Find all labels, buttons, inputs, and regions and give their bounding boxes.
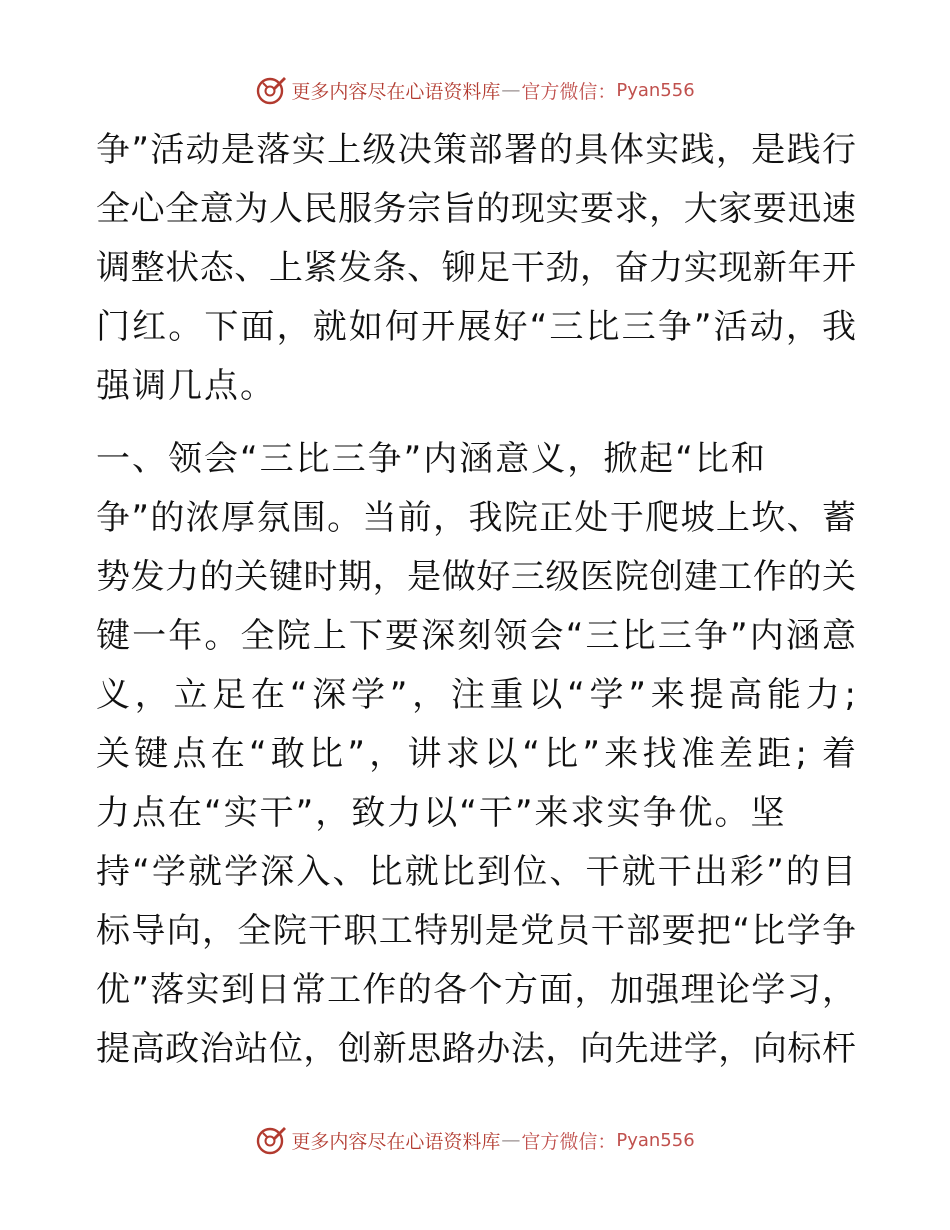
watermark-sub-text: 官方微信：	[521, 1130, 617, 1153]
header-watermark	[0, 70, 950, 110]
pen-logo-icon	[255, 74, 287, 106]
watermark-dash: —	[501, 79, 521, 101]
watermark-main-text: 更多内容尽在心语资料库	[291, 1130, 501, 1153]
text-line: 提高政治站位，创新思路办法，向先进学，向标杆	[96, 1029, 856, 1069]
text-line: 关键点在“敢比”，讲求以“比”来找准差距; 着	[96, 734, 856, 774]
watermark-wechat-id: Pyan556	[616, 79, 695, 101]
text-line: 键一年。全院上下要深刻领会“三比三争”内涵意	[96, 616, 856, 656]
section-heading-line: 一、领会“三比三争”内涵意义，掀起“比和	[96, 439, 767, 479]
text-line: 标导向，全院干职工特别是党员干部要把“比学争	[96, 911, 856, 951]
text-line: 争”活动是落实上级决策部署的具体实践，是践行	[96, 130, 856, 170]
text-line: 门红。下面，就如何开展好“三比三争”活动，我	[96, 307, 856, 347]
text-line: 持“学就学深入、比就比到位、干就干出彩”的目	[96, 852, 856, 892]
text-line: 调整状态、上紧发条、铆足干劲，奋力实现新年开	[96, 248, 856, 288]
text-line: 全心全意为人民服务宗旨的现实要求，大家要迅速	[96, 189, 856, 229]
paragraph-gap	[96, 416, 856, 430]
watermark-dash: —	[501, 1129, 521, 1151]
document-body	[96, 121, 856, 1079]
paragraph-1	[96, 121, 856, 416]
text-line: 义，立足在“深学”，注重以“学”来提高能力;	[96, 675, 856, 715]
text-line: 强调几点。	[96, 366, 276, 406]
paragraph-2	[96, 430, 856, 1079]
watermark-main-text: 更多内容尽在心语资料库	[291, 80, 501, 103]
watermark-wechat-id: Pyan556	[616, 1129, 695, 1151]
text-line: 力点在“实干”，致力以“干”来求实争优。坚	[96, 793, 787, 833]
text-line: 争”的浓厚氛围。当前，我院正处于爬坡上坎、蓄	[96, 498, 856, 538]
text-line: 势发力的关键时期，是做好三级医院创建工作的关	[96, 557, 856, 597]
pen-logo-icon	[255, 1124, 287, 1156]
text-line: 优”落实到日常工作的各个方面，加强理论学习，	[96, 970, 856, 1010]
footer-watermark	[0, 1120, 950, 1160]
watermark-sub-text: 官方微信：	[521, 80, 617, 103]
